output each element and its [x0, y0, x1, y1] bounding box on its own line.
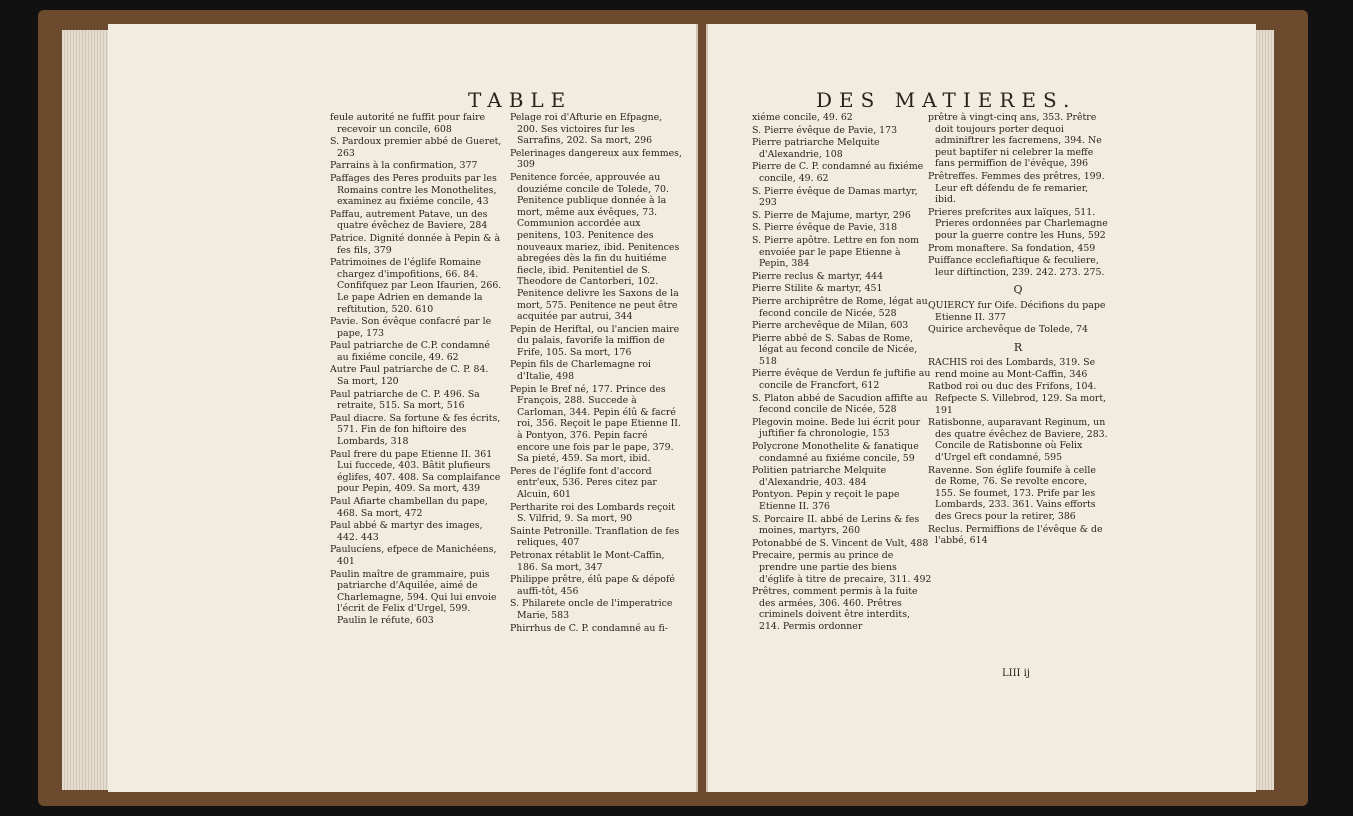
index-entry: xiéme concile, 49. 62	[752, 112, 853, 123]
index-entry: Paul patriarche de C.P. condamné au fixiéme concile, 49. 62	[330, 340, 490, 363]
index-entry: Petronax rétablit le Mont-Caffin, 186. Sa mort, 347	[510, 549, 665, 573]
index-entry: Pierre patriarche Melquite d'Alexandrie, 108	[752, 137, 880, 160]
index-entry: Paulucíens, efpece de Manichéens, 401	[330, 544, 497, 567]
right-fore-edge	[1254, 30, 1274, 790]
index-entry: feule autorité ne fuffit pour faire recevoir un concile, 608	[330, 112, 486, 135]
p-continuation	[928, 112, 1108, 278]
index-entry: Puiffance ecclefiaftique & feculiere, leur diftinction, 239. 242. 273. 275.	[928, 255, 1105, 278]
index-entry: Paul abbé & martyr des images, 442. 443	[330, 520, 483, 543]
index-entry: Pierre Stilite & martyr, 451	[752, 283, 883, 295]
index-entry: Pelerinages dangereux aux femmes, 309	[510, 147, 682, 171]
index-entry: Pierre reclus & martyr, 444	[752, 270, 884, 282]
index-entry: Sainte Petronille. Tranflation de fes reliques, 407	[510, 525, 680, 549]
index-entry: Pepin de Heriftal, ou l'ancien maire du palais, favorife la miffion de Frife, 105. Sa mort, 176	[510, 323, 680, 358]
index-entry: Autre Paul patriarche de C. P. 84. Sa mort, 120	[330, 364, 489, 388]
index-entry: Paffages des Peres produits par les Romains contre les Monothelites, examinez au fixiéme concile, 43	[330, 172, 497, 208]
index-entry: Pierre archiprêtre de Rome, légat au fecond concile de Nicée, 528	[752, 295, 928, 319]
index-entry: Philippe prêtre, élû pape & dépofé auffi-tôt, 456	[510, 574, 675, 597]
index-entry: S. Pardoux premier abbé de Gueret, 263	[330, 136, 502, 159]
index-entry: Paulin maître de grammaire, puis patriarche d'Aquilée, aimé de Charlemagne, 594. Qui lui envoie l'écrit de Felix d'Urgel, 599. Paulin le réfute, 603	[330, 568, 497, 626]
index-entry: QUIERCY fur Oife. Décifions du pape Etienne II. 377	[928, 299, 1106, 323]
r-entries	[928, 357, 1108, 547]
index-entry: Paul Afiarte chambellan du pape, 468. Sa mort, 472	[330, 496, 488, 519]
index-entry: Polycrone Monothelite & fanatique condamné au fixiéme concile, 59	[752, 441, 919, 464]
index-entry: S. Platon abbé de Sacudion affifte au fecond concile de Nicée, 528	[752, 392, 928, 416]
left-column-2	[510, 112, 682, 635]
letter-r-heading: R	[1013, 340, 1023, 354]
index-entry: Prêtreffes. Femmes des prêtres, 199. Leur eft défendu de fe remarier, ibid.	[928, 170, 1105, 206]
index-entry: Quirice archevêque de Tolede, 74	[928, 324, 1088, 336]
q-entries	[928, 300, 1108, 336]
index-entry: Phirrhus de C. P. condamné au fi-	[510, 622, 668, 634]
index-entry: Pontyon. Pepin y reçoit le pape Etienne II. 376	[752, 489, 900, 512]
index-entry: Pierre archevêque de Milan, 603	[752, 320, 909, 332]
index-entry: Prieres prefcrites aux laïques, 511. Prieres ordonnées par Charlemagne pour la guerre contre les Huns, 592	[928, 206, 1108, 241]
index-entry: Paffau, autrement Patave, un des quatre évêchez de Baviere, 284	[330, 208, 488, 232]
index-entry: Peres de l'églife font d'accord entr'eux, 536. Peres citez par Alcuin, 601	[510, 465, 657, 500]
index-entry: Pavie. Son évêque confacré par le pape, 173	[330, 316, 492, 339]
index-entry: Paul frere du pape Etienne II. 361 Lui fuccede, 403. Bâtit plufieurs églifes, 407. 408. Sa complaifance pour Pepin, 409. Sa mort, 439	[330, 448, 501, 495]
index-entry: S. Pierre apôtre. Lettre en fon nom envoiée par le pape Etienne à Pepin, 384	[752, 234, 919, 270]
index-entry: Parrains à la confirmation, 377	[330, 160, 478, 172]
index-entry: Ratbod roi ou duc des Frifons, 104. Refpecte S. Villebrod, 129. Sa mort, 191	[928, 381, 1107, 416]
index-entry: S. Pierre évêque de Pavie, 318	[752, 222, 898, 234]
index-entry: Precaire, permis au prince de prendre une partie des biens d'églife à titre de precaire, 311. 492	[752, 550, 932, 585]
left-running-head: TABLE	[468, 88, 573, 112]
index-entry: S. Pierre de Majume, martyr, 296	[752, 209, 911, 221]
index-entry: S. Pierre évêque de Pavie, 173	[752, 124, 898, 136]
index-entry: prêtre à vingt-cinq ans, 353. Prêtre doit toujours porter dequoi adminiftrer les facremens, 394. Ne peut baptifer ni celebrer la meffe fans permiffion de l'évêque, 396	[928, 112, 1102, 170]
index-entry: Pierre abbé de S. Sabas de Rome, légat au fecond concile de Nicée, 518	[752, 332, 918, 367]
index-entry: Reclus. Permiffions de l'évêque & de l'abbé, 614	[928, 523, 1103, 547]
index-entry: Pepin le Bref né, 177. Prince des François, 288. Succede à Carloman, 344. Pepin élû & facré roi, 356. Reçoit le pape Etienne II. à Pontyon, 376. Pepin facré encore une fois par le pape, 379. Sa pieté, 459. Sa mort, ibid.	[510, 383, 681, 465]
right-column-2	[928, 112, 1108, 548]
index-entry: S. Porcaire II. abbé de Lerins & fes moines, martyrs, 260	[752, 513, 920, 537]
index-entry: Pelage roi d'Afturie en Efpagne, 200. Ses victoires fur les Sarrafins, 202. Sa mort, 296	[510, 112, 663, 147]
index-entry: RACHIS roi des Lombards, 319. Se rend moine au Mont-Caffin, 346	[928, 357, 1096, 380]
index-entry: Pertharite roi des Lombards reçoit S. Vilfrid, 9. Sa mort, 90	[510, 501, 675, 525]
index-entry: Pepin fils de Charlemagne roi d'Italie, 498	[510, 359, 652, 383]
index-entry: Politien patriarche Melquite d'Alexandrie, 403. 484	[752, 465, 887, 488]
signature-mark: LIII ij	[1002, 668, 1030, 679]
index-entry: Ratisbonne, auparavant Reginum, un des quatre évêchez de Baviere, 283. Concile de Ratisbonne où Felix d'Urgel eft condamné, 595	[928, 417, 1108, 464]
index-entry: Prêtres, comment permis à la fuite des armées, 306. 460. Prêtres criminels doivent être interdits, 214. Permis ordonner	[752, 586, 918, 632]
right-running-head: DES MATIERES.	[816, 88, 1077, 112]
index-entry: Pierre évêque de Verdun fe juftifie au concile de Francfort, 612	[752, 368, 931, 392]
index-entry: Penitence forcée, approuvée au douziéme concile de Tolede, 70. Penitence publique donnée à la mort, même aux évêques, 73. Communion accordée aux penitens, 103. Penitence des nouveaux mariez, ibid. Penitences abregées dès la fin du huitiéme fiecle, ibid. Penitentiel de S. Theodore de Cantorberi, 102. Penitence delivre les Saxons de la mort, 575. Penitence ne peut être acquitée par autrui, 344	[510, 171, 680, 323]
right-column-1	[752, 112, 932, 634]
index-entry: Pierre de C. P. condamné au fixiéme concile, 49. 62	[752, 161, 924, 184]
index-entry: Potonabbé de S. Vincent de Vult, 488	[752, 537, 929, 549]
index-entry: Paul diacre. Sa fortune & fes écrits, 571. Fin de fon hiftoire des Lombards, 318	[330, 412, 501, 448]
left-column-1	[330, 112, 502, 628]
index-entry: Ravenne. Son églife foumife à celle de Rome, 76. Se revolte encore, 155. Se foumet, 173. Prife par les Lombards, 233. 361. Vains efforts des Grecs pour la retirer, 386	[928, 464, 1096, 522]
index-entry: Patrimoines de l'églife Romaine chargez d'impofitions, 66. 84. Confifquez par Leon Ifaurien, 266. Le pape Adrien en demande la reftitution, 520. 610	[330, 257, 502, 315]
index-entry: S. Philarete oncle de l'imperatrice Marie, 583	[510, 598, 673, 621]
index-entry: Plegovin moine. Bede lui écrit pour juftifier fa chronologie, 153	[752, 416, 921, 440]
left-fore-edge	[62, 30, 108, 790]
index-entry: Patrice. Dignité donnée à Pepin & à fes fils, 379	[330, 232, 501, 256]
letter-q-heading: Q	[1013, 283, 1023, 297]
index-entry: S. Pierre évêque de Damas martyr, 293	[752, 185, 918, 209]
index-entry: Paul patriarche de C. P. 496. Sa retraite, 515. Sa mort, 516	[330, 388, 480, 412]
index-entry: Prom monaftere. Sa fondation, 459	[928, 242, 1096, 254]
